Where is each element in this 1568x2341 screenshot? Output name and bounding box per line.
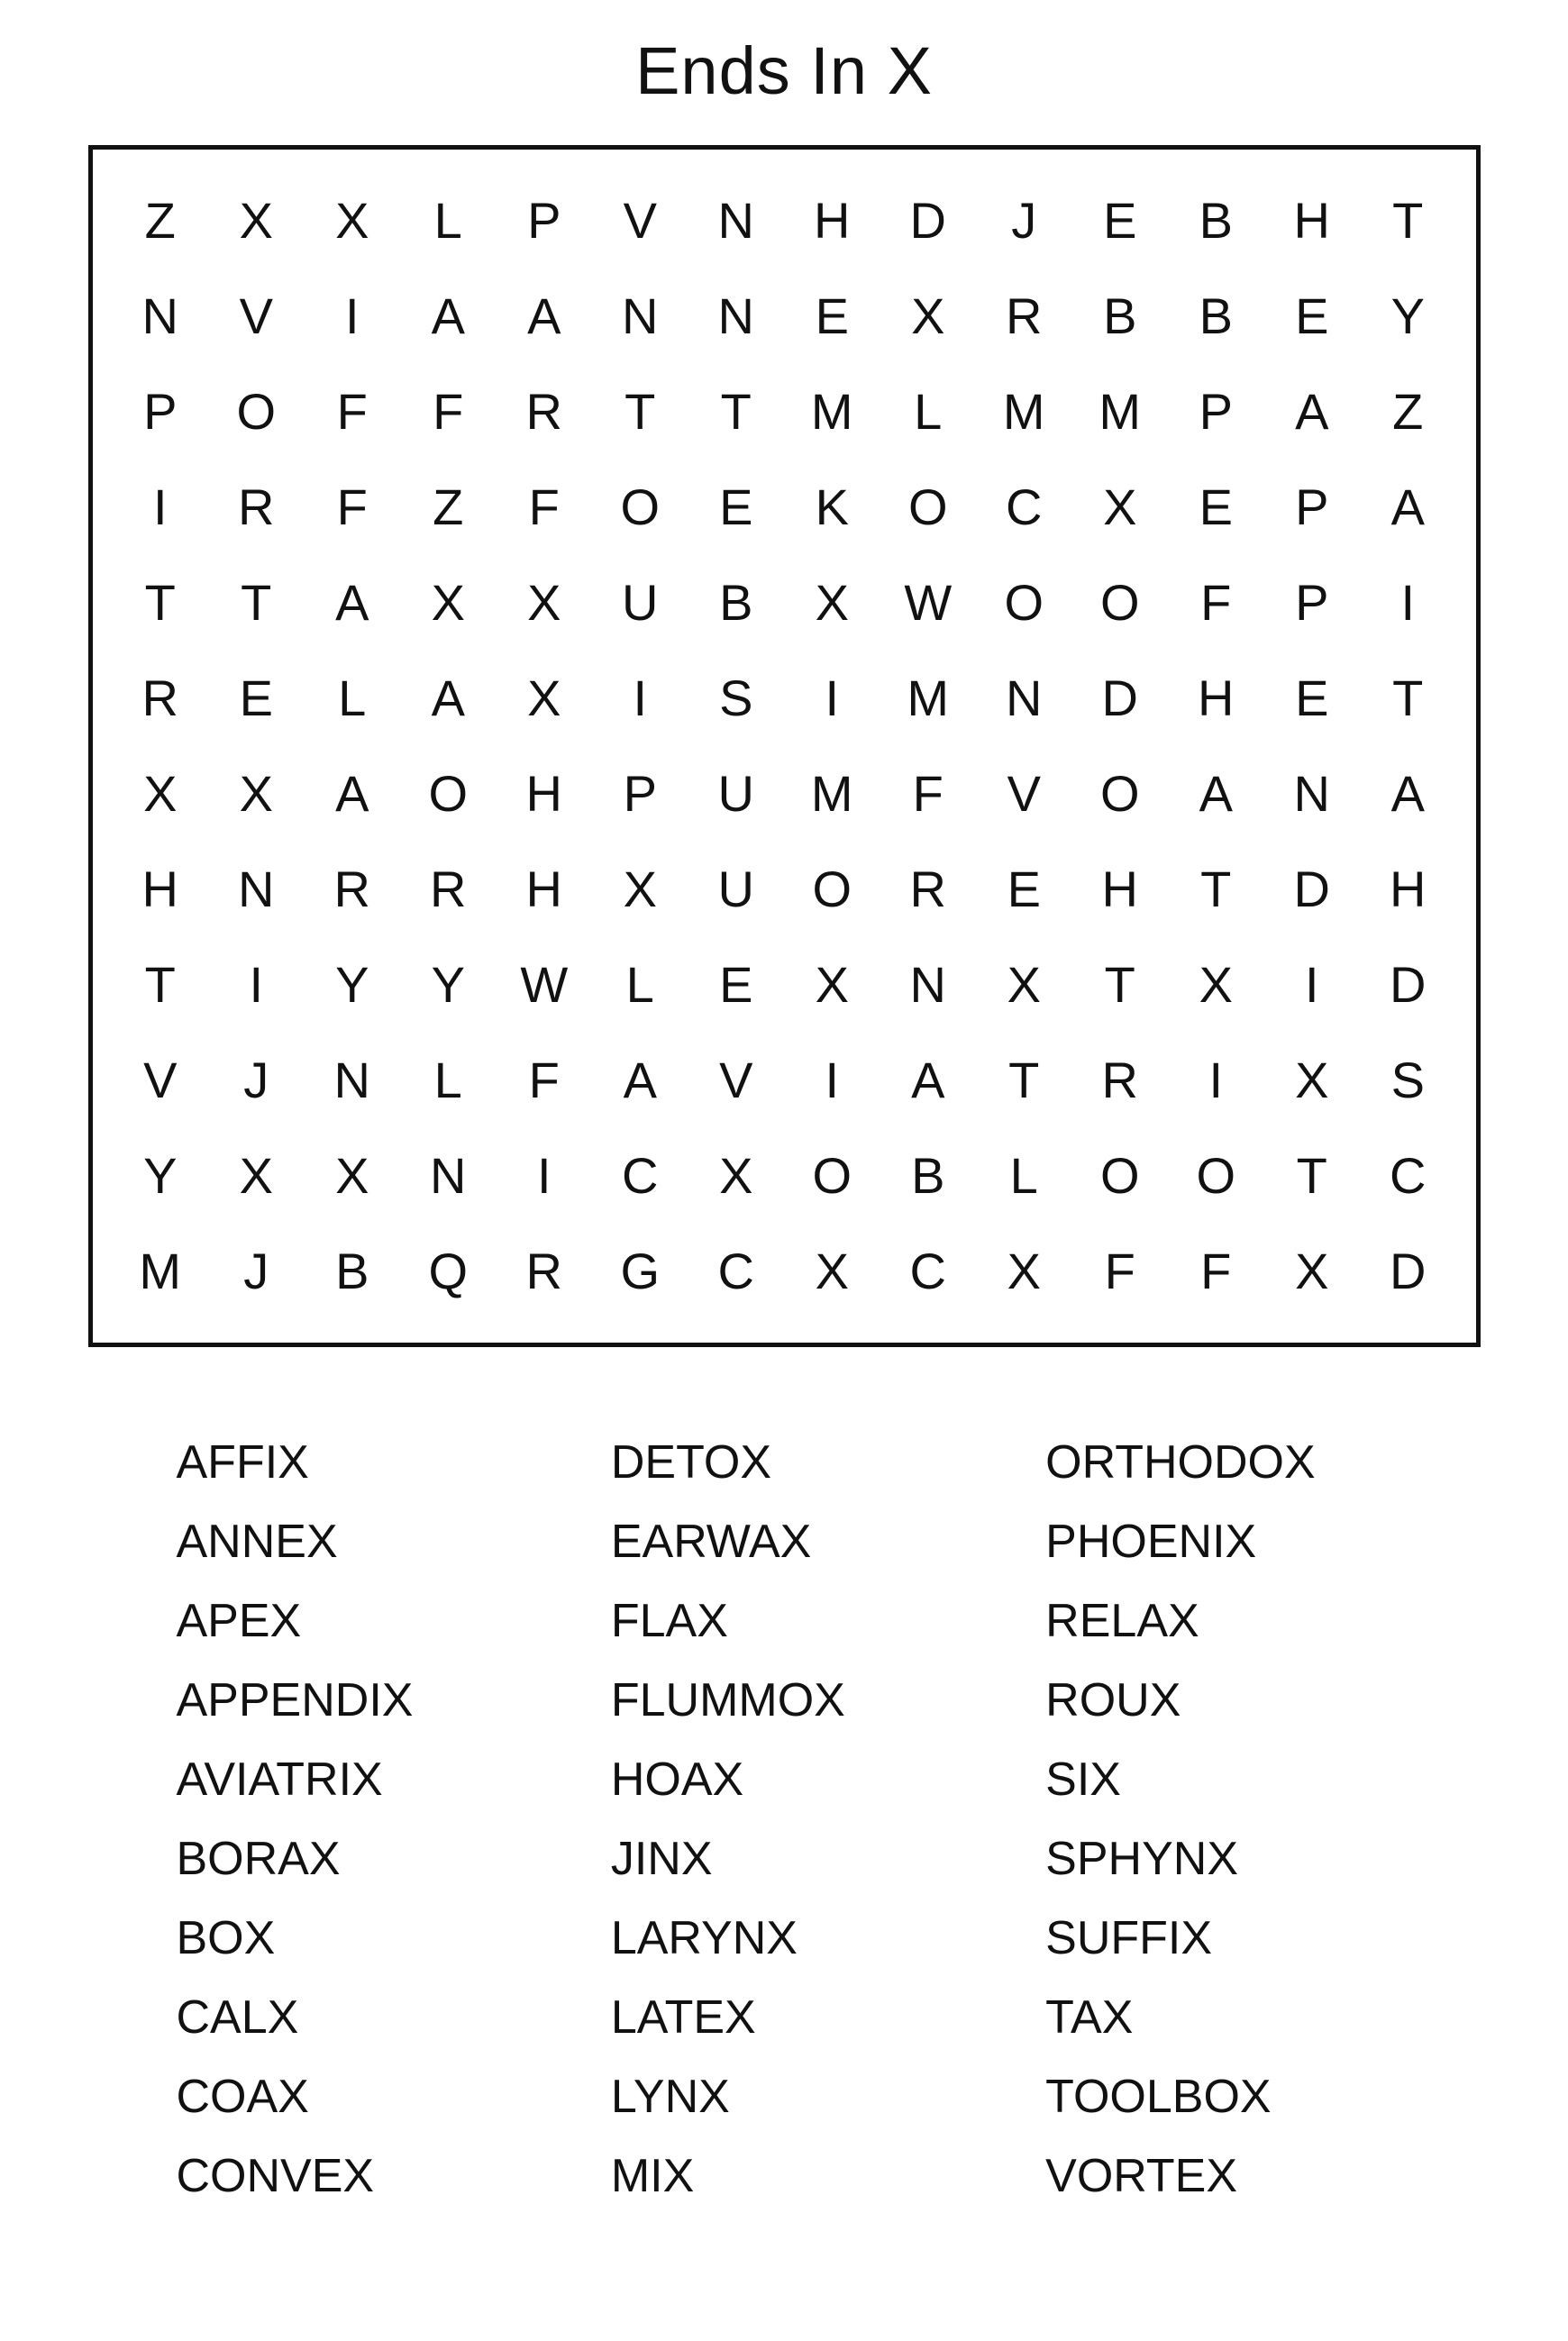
letter-cell[interactable]: F — [912, 765, 944, 823]
letter-cell[interactable]: R — [238, 478, 275, 536]
letter-cell[interactable]: W — [520, 956, 569, 1014]
letter-cell[interactable]: H — [141, 861, 178, 918]
letter-cell[interactable]: Y — [143, 1147, 178, 1205]
word-list-column-1 — [177, 1423, 611, 2216]
letter-cell[interactable]: R — [1006, 287, 1043, 345]
letter-grid-row — [113, 842, 1456, 937]
letter-cell[interactable]: X — [911, 287, 945, 345]
letter-grid-row — [113, 651, 1456, 746]
letter-cell[interactable]: C — [1390, 1147, 1427, 1205]
letter-cell[interactable]: D — [1390, 1243, 1427, 1300]
letter-cell[interactable]: A — [1390, 478, 1425, 536]
letter-cell[interactable]: L — [433, 1052, 462, 1109]
letter-cell[interactable]: A — [431, 670, 465, 727]
letter-cell[interactable]: H — [525, 861, 562, 918]
letter-cell[interactable]: N — [141, 287, 178, 345]
letter-cell[interactable]: H — [1198, 670, 1235, 727]
letter-cell[interactable]: E — [239, 670, 273, 727]
letter-cell[interactable]: A — [431, 287, 465, 345]
letter-cell[interactable]: O — [907, 478, 948, 536]
letter-cell[interactable]: D — [909, 192, 946, 250]
letter-cell[interactable]: I — [344, 287, 360, 345]
letter-cell[interactable]: K — [815, 478, 849, 536]
letter-cell[interactable]: X — [719, 1147, 753, 1205]
letter-cell[interactable]: X — [1295, 1243, 1329, 1300]
word-list-item[interactable]: ANNEX — [176, 1516, 338, 1569]
letter-cell[interactable]: V — [623, 192, 657, 250]
letter-cell[interactable]: X — [239, 192, 273, 250]
letter-grid-row — [113, 746, 1456, 842]
letter-cell[interactable]: D — [1390, 956, 1427, 1014]
letter-cell[interactable]: B — [719, 574, 753, 632]
letter-cell[interactable]: S — [1390, 1052, 1425, 1109]
letter-cell[interactable]: N — [717, 287, 754, 345]
word-list-item[interactable]: LARYNX — [610, 1912, 798, 1965]
letter-cell[interactable]: L — [625, 956, 654, 1014]
word-list-item[interactable]: SUFFIX — [1045, 1912, 1213, 1965]
letter-grid-row — [113, 937, 1456, 1033]
letter-cell[interactable]: C — [717, 1243, 754, 1300]
word-list — [88, 1423, 1481, 2216]
letter-cell[interactable]: I — [633, 670, 648, 727]
letter-cell[interactable]: D — [1101, 670, 1138, 727]
letter-cell[interactable]: M — [907, 670, 950, 727]
letter-cell[interactable]: T — [1392, 670, 1424, 727]
letter-cell[interactable]: P — [623, 765, 657, 823]
letter-cell[interactable]: C — [1006, 478, 1043, 536]
letter-grid-row — [113, 364, 1456, 460]
letter-cell[interactable]: N — [430, 1147, 467, 1205]
letter-cell[interactable]: E — [1295, 670, 1329, 727]
letter-cell[interactable]: O — [1196, 1147, 1236, 1205]
letter-cell[interactable]: T — [1104, 956, 1135, 1014]
letter-grid-row — [113, 1128, 1456, 1224]
word-list-item[interactable]: CONVEX — [176, 2150, 375, 2203]
letter-cell[interactable]: H — [1293, 192, 1330, 250]
word-list-item[interactable]: AVIATRIX — [176, 1753, 383, 1807]
letter-cell[interactable]: U — [717, 861, 754, 918]
letter-cell[interactable]: Z — [144, 192, 176, 250]
word-list-item[interactable]: TOOLBOX — [1045, 2071, 1272, 2124]
letter-cell[interactable]: T — [1392, 192, 1424, 250]
letter-cell[interactable]: O — [620, 478, 661, 536]
word-list-column-3 — [1045, 1423, 1480, 2216]
letter-cell[interactable]: I — [1400, 574, 1416, 632]
word-list-item[interactable]: PHOENIX — [1045, 1516, 1257, 1569]
letter-cell[interactable]: F — [336, 383, 368, 441]
letter-cell[interactable]: J — [243, 1243, 269, 1300]
letter-cell[interactable]: Z — [1392, 383, 1424, 441]
letter-grid-row — [113, 269, 1456, 364]
letter-cell[interactable]: M — [810, 765, 853, 823]
letter-cell[interactable]: V — [143, 1052, 178, 1109]
letter-cell[interactable]: I — [825, 1052, 840, 1109]
letter-cell[interactable]: X — [239, 1147, 273, 1205]
letter-cell[interactable]: F — [528, 1052, 560, 1109]
letter-cell[interactable]: N — [717, 192, 754, 250]
word-list-item[interactable]: VORTEX — [1045, 2150, 1238, 2203]
letter-cell[interactable]: Q — [428, 1243, 469, 1300]
letter-cell[interactable]: M — [810, 383, 853, 441]
letter-cell[interactable]: R — [525, 1243, 562, 1300]
letter-cell[interactable]: U — [622, 574, 659, 632]
word-list-item[interactable]: APPENDIX — [176, 1674, 414, 1727]
letter-cell[interactable]: E — [1199, 478, 1233, 536]
page-title: Ends In X — [635, 33, 933, 108]
word-list-item[interactable]: CALX — [176, 1991, 299, 2045]
letter-cell[interactable]: R — [1101, 1052, 1138, 1109]
letter-cell[interactable]: F — [1200, 574, 1232, 632]
word-list-item[interactable]: LATEX — [610, 1991, 756, 2045]
letter-cell[interactable]: Y — [335, 956, 369, 1014]
letter-cell[interactable]: T — [624, 383, 656, 441]
letter-cell[interactable]: O — [1099, 574, 1140, 632]
letter-cell[interactable]: V — [239, 287, 273, 345]
letter-cell[interactable]: O — [812, 861, 852, 918]
letter-cell[interactable]: O — [1004, 574, 1044, 632]
letter-cell[interactable]: T — [1296, 1147, 1327, 1205]
letter-cell[interactable]: V — [719, 1052, 753, 1109]
letter-cell[interactable]: L — [1009, 1147, 1038, 1205]
letter-cell[interactable]: H — [525, 765, 562, 823]
letter-cell[interactable]: T — [720, 383, 752, 441]
letter-cell[interactable]: I — [825, 670, 840, 727]
letter-grid-body — [113, 173, 1456, 1319]
letter-cell[interactable]: R — [430, 861, 467, 918]
letter-cell[interactable]: A — [1390, 765, 1425, 823]
word-list-item[interactable]: EARWAX — [610, 1516, 812, 1569]
word-list-item[interactable]: AFFIX — [176, 1436, 309, 1489]
word-list-item[interactable]: BORAX — [176, 1833, 341, 1886]
letter-cell[interactable]: X — [143, 765, 178, 823]
letter-cell[interactable]: B — [1199, 287, 1233, 345]
letter-cell[interactable]: M — [1099, 383, 1142, 441]
letter-cell[interactable]: F — [336, 478, 368, 536]
letter-cell[interactable]: T — [1200, 861, 1232, 918]
letter-cell[interactable]: I — [152, 478, 168, 536]
letter-cell[interactable]: M — [1002, 383, 1045, 441]
word-search-page — [0, 34, 1568, 2341]
letter-cell[interactable]: B — [1199, 192, 1233, 250]
letter-cell[interactable]: F — [528, 478, 560, 536]
letter-cell[interactable]: R — [141, 670, 178, 727]
letter-grid-row — [113, 555, 1456, 651]
word-list-item[interactable]: TAX — [1045, 1991, 1134, 2045]
letter-cell[interactable]: X — [815, 956, 849, 1014]
letter-cell[interactable]: Y — [431, 956, 465, 1014]
letter-cell[interactable]: T — [241, 574, 272, 632]
letter-cell[interactable]: N — [909, 956, 946, 1014]
letter-cell[interactable]: C — [909, 1243, 946, 1300]
letter-cell[interactable]: N — [1293, 765, 1330, 823]
word-list-column-2 — [611, 1423, 1045, 2216]
letter-cell[interactable]: E — [1007, 861, 1041, 918]
letter-cell[interactable]: E — [719, 478, 753, 536]
letter-cell[interactable]: L — [338, 670, 367, 727]
letter-cell[interactable]: M — [139, 1243, 182, 1300]
word-list-item[interactable]: LYNX — [610, 2071, 730, 2124]
letter-cell[interactable]: A — [623, 1052, 657, 1109]
letter-cell[interactable]: O — [428, 765, 469, 823]
word-list-item[interactable]: MIX — [610, 2150, 695, 2203]
letter-cell[interactable]: X — [623, 861, 657, 918]
letter-cell[interactable]: S — [719, 670, 753, 727]
letter-cell[interactable]: I — [249, 956, 264, 1014]
word-list-item[interactable]: SIX — [1045, 1753, 1121, 1807]
letter-cell[interactable]: T — [144, 574, 176, 632]
letter-cell[interactable]: X — [1295, 1052, 1329, 1109]
word-list-item[interactable]: SPHYNX — [1045, 1833, 1238, 1886]
letter-cell[interactable]: N — [622, 287, 659, 345]
letter-cell[interactable]: J — [1011, 192, 1037, 250]
letter-cell[interactable]: V — [1007, 765, 1041, 823]
word-list-item[interactable]: ORTHODOX — [1045, 1436, 1316, 1489]
letter-cell[interactable]: E — [815, 287, 849, 345]
word-list-item[interactable]: HOAX — [610, 1753, 744, 1807]
letter-cell[interactable]: P — [143, 383, 178, 441]
word-list-item[interactable]: APEX — [176, 1595, 302, 1648]
letter-cell[interactable]: L — [914, 383, 943, 441]
letter-cell[interactable]: I — [536, 1147, 552, 1205]
letter-cell[interactable]: A — [1295, 383, 1329, 441]
letter-cell[interactable]: I — [1208, 1052, 1224, 1109]
letter-cell[interactable]: F — [1200, 1243, 1232, 1300]
letter-cell[interactable]: R — [333, 861, 370, 918]
letter-cell[interactable]: B — [1103, 287, 1137, 345]
word-list-item[interactable]: RELAX — [1045, 1595, 1199, 1648]
letter-cell[interactable]: W — [904, 574, 953, 632]
letter-cell[interactable]: L — [433, 192, 462, 250]
letter-grid — [113, 173, 1456, 1319]
letter-grid-row — [113, 1033, 1456, 1128]
letter-cell[interactable]: A — [1199, 765, 1233, 823]
letter-grid-row — [113, 1224, 1456, 1319]
word-list-item[interactable]: FLUMMOX — [610, 1674, 845, 1727]
letter-cell[interactable]: A — [335, 765, 369, 823]
letter-cell[interactable]: U — [717, 765, 754, 823]
letter-cell[interactable]: X — [1007, 956, 1041, 1014]
word-list-item[interactable]: FLAX — [610, 1595, 728, 1648]
letter-cell[interactable]: P — [1295, 574, 1329, 632]
letter-cell[interactable]: X — [335, 192, 369, 250]
letter-cell[interactable]: O — [812, 1147, 852, 1205]
letter-cell[interactable]: E — [1103, 192, 1137, 250]
letter-cell[interactable]: F — [1104, 1243, 1135, 1300]
letter-cell[interactable]: H — [814, 192, 851, 250]
letter-cell[interactable]: X — [431, 574, 465, 632]
letter-cell[interactable]: B — [335, 1243, 369, 1300]
letter-cell[interactable]: A — [335, 574, 369, 632]
letter-cell[interactable]: R — [909, 861, 946, 918]
letter-cell[interactable]: N — [333, 1052, 370, 1109]
letter-cell[interactable]: E — [1295, 287, 1329, 345]
letter-cell[interactable]: X — [815, 1243, 849, 1300]
word-list-item[interactable]: BOX — [176, 1912, 276, 1965]
letter-cell[interactable]: N — [1006, 670, 1043, 727]
letter-cell[interactable]: X — [815, 574, 849, 632]
letter-cell[interactable]: X — [527, 574, 561, 632]
letter-cell[interactable]: B — [911, 1147, 945, 1205]
letter-cell[interactable]: X — [1103, 478, 1137, 536]
letter-cell[interactable]: X — [335, 1147, 369, 1205]
word-list-item[interactable]: COAX — [176, 2071, 309, 2124]
letter-cell[interactable]: C — [622, 1147, 659, 1205]
letter-cell[interactable]: P — [1295, 478, 1329, 536]
word-list-item[interactable]: JINX — [610, 1833, 713, 1886]
letter-cell[interactable]: H — [1101, 861, 1138, 918]
letter-cell[interactable]: E — [719, 956, 753, 1014]
letter-cell[interactable]: O — [236, 383, 277, 441]
letter-cell[interactable]: A — [527, 287, 561, 345]
letter-cell[interactable]: X — [527, 670, 561, 727]
letter-cell[interactable]: G — [620, 1243, 661, 1300]
letter-cell[interactable]: X — [1007, 1243, 1041, 1300]
letter-cell[interactable]: A — [911, 1052, 945, 1109]
letter-cell[interactable]: P — [1199, 383, 1233, 441]
letter-cell[interactable]: T — [1008, 1052, 1040, 1109]
letter-cell[interactable]: J — [243, 1052, 269, 1109]
letter-cell[interactable]: F — [433, 383, 464, 441]
letter-cell[interactable]: X — [1199, 956, 1233, 1014]
letter-cell[interactable]: X — [239, 765, 273, 823]
letter-cell[interactable]: R — [525, 383, 562, 441]
letter-cell[interactable]: Z — [433, 478, 464, 536]
letter-grid-row — [113, 460, 1456, 555]
letter-cell[interactable]: Y — [1390, 287, 1425, 345]
letter-grid-row — [113, 173, 1456, 269]
word-list-item[interactable]: ROUX — [1045, 1674, 1181, 1727]
letter-cell[interactable]: T — [144, 956, 176, 1014]
letter-grid-container — [88, 145, 1481, 1347]
word-list-item[interactable]: DETOX — [610, 1436, 772, 1489]
letter-cell[interactable]: N — [238, 861, 275, 918]
letter-cell[interactable]: I — [1304, 956, 1319, 1014]
letter-cell[interactable]: P — [527, 192, 561, 250]
letter-cell[interactable]: O — [1099, 765, 1140, 823]
letter-cell[interactable]: O — [1099, 1147, 1140, 1205]
letter-cell[interactable]: D — [1293, 861, 1330, 918]
letter-cell[interactable]: H — [1390, 861, 1427, 918]
